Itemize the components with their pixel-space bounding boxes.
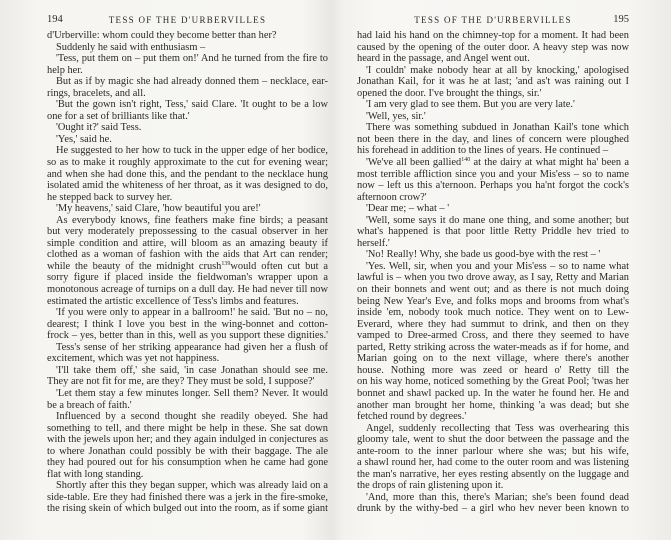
line-text: 'Yes. Well, sir, when you and your Mis'ess – so to name what: [366, 260, 629, 272]
line-text: his forehead in addition to the lines of years. He continued –: [357, 145, 609, 157]
text-line: [357, 492, 629, 504]
page-number: 194: [47, 14, 63, 25]
line-text: so as to make it roughly approximate to the cut for evening wear;: [47, 157, 328, 169]
text-line: [357, 434, 629, 446]
text-line: [47, 353, 328, 365]
line-text: 'Let them stay a few minutes longer. Sell them? Never. It would: [56, 387, 328, 399]
text-line: [47, 400, 328, 412]
text-line: [357, 376, 629, 388]
line-text: would often cut but a: [230, 260, 328, 272]
line-text: but very moderately prepossessing to the casual observer in her: [47, 226, 328, 238]
line-text: simple condition and attire, will bloom as an amazing beauty if: [47, 237, 328, 249]
text-line: [357, 111, 629, 123]
line-text: lawful is – when you two drove away, as I say, Retty and Marian: [357, 272, 629, 284]
line-text: to where Jonathan could possibly be with their baggage. The ale: [47, 445, 328, 457]
footnote-reference: 139: [221, 260, 231, 267]
text-line: [47, 307, 328, 319]
text-line: [47, 342, 328, 354]
running-title: TESS OF THE D'URBERVILLES: [414, 15, 572, 25]
line-text: Everard, where they had summut to drink, and then on they: [357, 318, 629, 330]
line-text: As everybody knows, fine feathers make fine birds; a peasant: [56, 214, 328, 226]
text-line: [47, 169, 328, 181]
text-line: [47, 411, 328, 423]
line-text: gloomy tale, went to shut the door between the passage and the: [357, 434, 629, 446]
text-line: [357, 330, 629, 342]
text-line: [47, 215, 328, 227]
text-line: [357, 423, 629, 435]
text-line: [357, 272, 629, 284]
text-line: [357, 53, 629, 65]
line-text: 'I couldn' make nobody hear at all by knocking,' apologised: [366, 64, 629, 76]
text-line: [47, 157, 328, 169]
line-text: Influenced by a second thought she readily obeyed. She had: [56, 411, 328, 423]
text-line: [357, 88, 629, 100]
line-text: 'If you were only to appear in a ballroom!' he said. 'But no – no,: [56, 307, 328, 319]
line-text: Suddenly he said with enthusiasm –: [56, 41, 206, 53]
line-text: Marian going on to the next village, where there's another: [357, 353, 629, 365]
text-line: [357, 145, 629, 157]
text-line: [47, 284, 328, 296]
line-text: 'Ought it?' said Tess.: [56, 122, 142, 134]
line-text: 'I am very glad to see them. But you are very late.': [366, 99, 575, 111]
running-title: TESS OF THE D'URBERVILLES: [108, 15, 267, 25]
line-text: 'Well, yes, sir.': [366, 110, 426, 122]
line-text: They are not fit for me, are they? They must be sold, I suppose?': [47, 376, 315, 388]
line-text: at the dairy at what might ha' been a: [470, 157, 629, 169]
text-line: [357, 99, 629, 111]
line-text: side-table. Ere they had finished there was a jerk in the fire-smoke,: [47, 491, 328, 503]
line-text: most terrible affliction since you and your Mis'ess – so to name: [357, 168, 629, 180]
line-text: Angel, suddenly recollecting that Tess was overhearing this: [366, 422, 629, 434]
line-text: now – left us this a'ternoon. Perhaps you ha'nt forgot the cock's: [357, 180, 629, 192]
text-line: [47, 226, 328, 238]
line-text: There was something subdued in Jonathan Kail's tone which: [366, 122, 629, 134]
text-line: [47, 180, 328, 192]
line-text: 'Tess, put them on – put them on!' And he turned from the fire to: [56, 53, 328, 65]
text-line: [357, 65, 629, 77]
page-header: [47, 14, 328, 28]
line-text: had laid his hand on the chimney-top for a moment. It had been: [357, 30, 629, 41]
text-line: [47, 145, 328, 157]
line-text: 'No! Really! Why, she bade us good-bye with the rest – ': [366, 249, 601, 261]
line-text: d'Urberville: whom could they become better than her?: [47, 30, 277, 41]
text-line: [47, 42, 328, 54]
text-line: [47, 319, 328, 331]
text-line: [357, 446, 629, 458]
line-text: flat with long standing.: [47, 468, 144, 480]
line-text: sorry figure if placed inside the fieldwoman's wrapper upon a: [47, 272, 328, 284]
text-line: [357, 480, 629, 492]
page-number: 195: [613, 14, 629, 25]
line-text: 'Yes,' said he.: [56, 133, 112, 145]
text-line: [357, 30, 629, 42]
line-text: something to tell, and there might be help in these. She sat down: [47, 422, 328, 434]
text-line: [357, 342, 629, 354]
page-body: [47, 30, 328, 515]
line-text: 'I'll take them off,' she said, 'in case Jonathan should see me.: [56, 364, 328, 376]
line-text: inside 'em, nobody took much notice. They went on to Lew-: [357, 307, 629, 319]
line-text: estimated the artistic excellence of Tess's limbs and features.: [47, 295, 299, 307]
line-text: vamped to Dree-armed Cross, and there they seemed to have: [357, 330, 629, 342]
line-text: rings, bracelets, and all.: [47, 87, 146, 99]
text-line: [47, 238, 328, 250]
page-header: [357, 14, 629, 28]
left-page: [47, 0, 328, 540]
text-line: [357, 503, 629, 515]
text-line: [47, 65, 328, 77]
text-line: [47, 376, 328, 388]
line-text: ante-room to the inner parlour where she was; but his wife,: [357, 445, 629, 457]
text-line: [47, 296, 328, 308]
text-line: [47, 388, 328, 400]
text-line: [357, 157, 629, 169]
line-text: be a breach of faith.': [47, 399, 132, 411]
line-text: house. Nothing more was zeed or heard o' Retty till the: [357, 364, 629, 376]
line-text: afternoon crow?': [357, 191, 427, 203]
line-text: Jonathan Kail, for it was he at last; 'and as't was raining out I: [357, 76, 629, 88]
text-line: [357, 319, 629, 331]
right-page: [357, 0, 629, 540]
text-line: [357, 307, 629, 319]
line-text: herself.': [357, 237, 390, 249]
line-text: on their bonnets and went out; and as there is not much doing: [357, 284, 629, 296]
line-text: fetched round by degrees.': [357, 411, 467, 423]
line-text: 'Well, some says it do mane one thing, and some another; but: [366, 214, 629, 226]
line-text: drunk by the withy-bed – a girl who hev never been known to: [357, 503, 629, 515]
line-text: 'My heavens,' said Clare, 'how beautiful you are!': [56, 203, 261, 215]
text-line: [357, 226, 629, 238]
line-text: the rising skein of which bulged out into the room, as if some giant: [47, 503, 328, 515]
text-line: [47, 492, 328, 504]
text-line: [357, 411, 629, 423]
line-text: not been there in the day, and lines of concern were ploughed: [357, 133, 629, 145]
text-line: [357, 238, 629, 250]
line-text: and when she had done this, and the pendant to the necklace hung: [47, 168, 328, 180]
line-text: Shortly after this they began supper, which was already laid on a: [56, 480, 328, 492]
line-text: 'Dear me; – what – ': [366, 203, 450, 215]
line-text: frock – yes, better than in this, well as you support these dignities.': [47, 330, 328, 342]
text-line: [357, 469, 629, 481]
line-text: they had poured out for his consumption when he came had gone: [47, 457, 328, 469]
text-line: [357, 169, 629, 181]
line-text: heard in the passage, and Angel went out.: [357, 53, 530, 65]
line-text: isolated amid the whiteness of her throat, as it was designed to do,: [47, 180, 328, 192]
text-line: [357, 249, 629, 261]
text-line: [357, 400, 629, 412]
text-line: [357, 215, 629, 227]
line-text: monotonous acreage of turnips on a dull day. He had never till now: [47, 284, 328, 296]
page-body: [357, 30, 629, 515]
line-text: 'But the gown isn't right, Tess,' said Clare. 'It ought to be a low: [56, 99, 328, 111]
line-text: But as if by magic she had already donned them – necklace, ear-: [56, 76, 328, 88]
text-line: [357, 457, 629, 469]
line-text: he stepped back to survey her.: [47, 191, 173, 203]
line-text: with the jewels upon her; and they again indulged in conjectures as: [47, 434, 328, 446]
text-line: [47, 30, 328, 42]
text-line: [47, 53, 328, 65]
text-line: [47, 423, 328, 435]
line-text: bonnet and shawl packed up. In the water he found her. He and: [357, 387, 629, 399]
text-line: [357, 353, 629, 365]
text-line: [47, 446, 328, 458]
line-text: 'We've all been gallied: [366, 157, 462, 169]
line-text: parted, Retty striking across the water-meads as if for home, and: [357, 341, 629, 353]
line-text: help her.: [47, 64, 83, 76]
text-line: [47, 88, 328, 100]
text-line: [47, 249, 328, 261]
text-line: [47, 434, 328, 446]
line-text: one for a set of brilliants like that.': [47, 110, 190, 122]
line-text: a shawl round her, had come to the outer room and was listening: [357, 457, 629, 469]
text-line: [357, 388, 629, 400]
text-line: [47, 111, 328, 123]
text-line: [47, 365, 328, 377]
line-text: Tess's sense of her striking appearance had given her a flush of: [56, 341, 328, 353]
footnote-reference: 140: [461, 157, 471, 164]
text-line: [47, 192, 328, 204]
text-line: [357, 134, 629, 146]
line-text: dearest; I think I love you best in the wing-bonnet and cotton-: [47, 318, 328, 330]
line-text: opened the door. I've brought the things, sir.': [357, 87, 542, 99]
text-line: [357, 42, 629, 54]
text-line: [47, 330, 328, 342]
line-text: what's happened is that poor little Retty Priddle hev tried to: [357, 226, 629, 238]
line-text: excitement, which was yet not happiness.: [47, 353, 220, 365]
text-line: [47, 503, 328, 515]
text-line: [47, 203, 328, 215]
line-text: while the beauty of the midnight crush: [47, 260, 222, 272]
line-text: He suggested to her how to tuck in the upper edge of her bodice,: [56, 145, 328, 157]
line-text: the man's narrative, her eyes resting absently on the luggage and: [357, 468, 629, 480]
text-line: [47, 457, 328, 469]
line-text: on his way home, noticed something by the Great Pool; 'twas her: [357, 376, 629, 388]
line-text: clothed as a woman of fashion with the aids that Art can render;: [47, 249, 328, 261]
text-line: [357, 122, 629, 134]
text-line: [357, 296, 629, 308]
text-line: [357, 203, 629, 215]
text-line: [357, 261, 629, 273]
text-line: [357, 284, 629, 296]
text-line: [47, 261, 328, 273]
line-text: the drops of rain glistening upon it.: [357, 480, 504, 492]
text-line: [47, 134, 328, 146]
text-line: [357, 76, 629, 88]
text-line: [47, 469, 328, 481]
text-line: [47, 480, 328, 492]
text-line: [357, 192, 629, 204]
text-line: [47, 272, 328, 284]
text-line: [47, 99, 328, 111]
text-line: [357, 180, 629, 192]
text-line: [47, 122, 328, 134]
line-text: being New Year's Eve, and folks mops and brooms from what's: [357, 295, 629, 307]
line-text: caused by the opening of the outer door. A heavy step was now: [357, 41, 629, 53]
text-line: [357, 365, 629, 377]
text-line: [47, 76, 328, 88]
line-text: 'And, more than this, there's Marian; she's been found dead: [366, 491, 629, 503]
line-text: another man brought her home, thinking 'a was dead; but she: [357, 399, 629, 411]
